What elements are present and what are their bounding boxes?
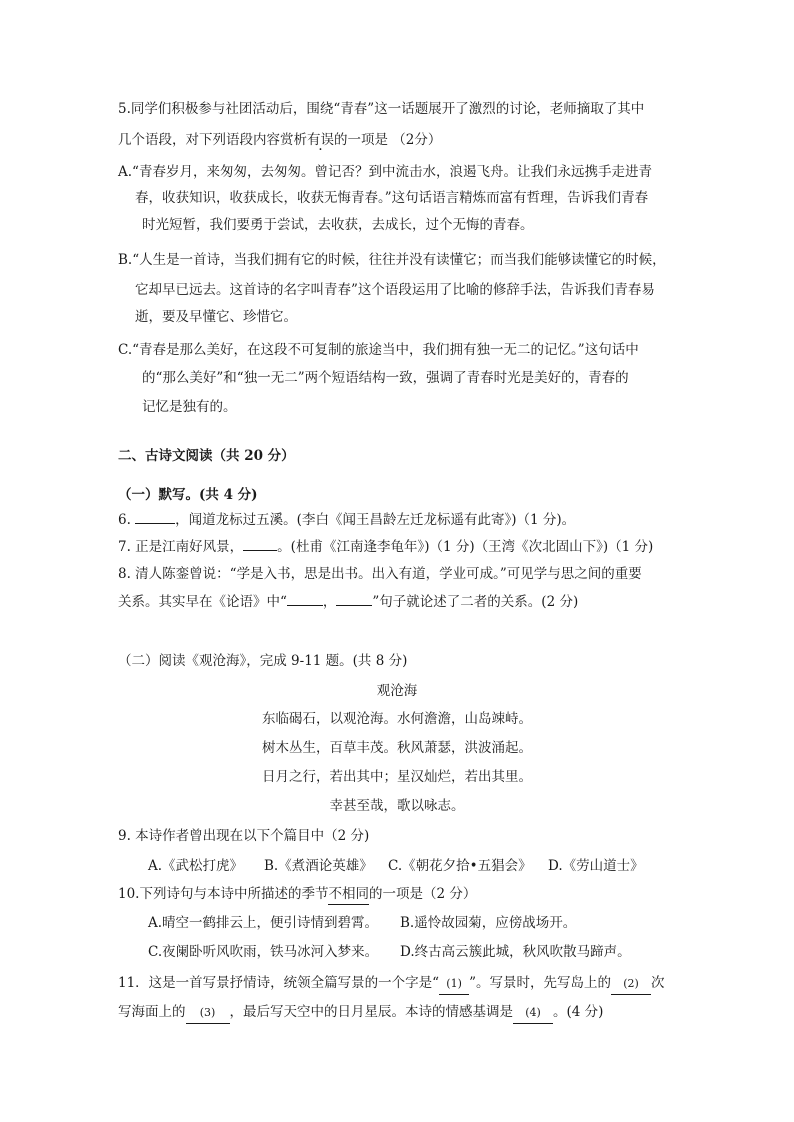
q11-blank-3[interactable]: (3)	[186, 1003, 230, 1024]
q8-blank-2[interactable]	[336, 605, 372, 606]
q10-option-a[interactable]: A.晴空一鹤排云上，便引诗情到碧霄。	[148, 915, 379, 931]
q8-line1: 8. 清人陈銮曾说：“学是入书，思是出书。出入有道，学业可成。”可见学与思之间的重要	[118, 566, 642, 582]
poem-line-3: 日月之行，若出其中；星汉灿烂，若出其里。	[262, 769, 532, 785]
q10-options-row2	[148, 942, 631, 962]
q6-text: ，闻道龙标过五溪。(李白《闻王昌龄左迁龙标遥有此寄》)（1 分)。	[175, 512, 576, 528]
q11-blank-4[interactable]: (4)	[513, 1003, 553, 1024]
q11-blank-2[interactable]: (2)	[611, 974, 651, 995]
q11-blank-1[interactable]: (1)	[439, 974, 469, 995]
q9-option-d[interactable]: D.《劳山道士》	[548, 858, 644, 874]
q10-option-c[interactable]: C.夜阑卧听风吹雨，铁马冰河入梦来。	[148, 944, 379, 960]
q5-option-a-line3: 时光短暂，我们要勇于尝试，去收获，去成长，过个无悔的青春。	[142, 217, 534, 233]
q11-text-2a: 写海面上的	[118, 1004, 186, 1020]
q5-stem-line1	[118, 99, 644, 119]
q11-line1	[118, 973, 665, 995]
q5-option-c-line1: C.“青春是那么美好，在这段不可复制的旅途当中，我们拥有独一无二的记忆。”这句话中	[118, 342, 639, 358]
q10-stem-c: 的一项是（2 分）	[368, 886, 477, 902]
q11-text-2c: 。(4 分)	[553, 1004, 604, 1020]
poem-title: 观沧海	[376, 683, 418, 699]
q6-blank[interactable]	[135, 523, 175, 524]
q11-line2	[118, 1002, 603, 1024]
q6	[118, 510, 575, 530]
q8-text-a: 关系。其实早在《论语》中“	[118, 594, 287, 610]
q5-stem-2c: 的一项是 （2分）	[334, 132, 442, 148]
q9-option-a[interactable]: A.《武松打虎》	[148, 858, 244, 874]
q5-option-c-line3: 记忆是独有的。	[142, 399, 237, 415]
q11-text-1a: 11．这是一首写景抒情诗，统领全篇写景的一个字是“	[118, 975, 440, 991]
q5-stem-1c: ”这一话题展开了激烈的讨论，老师摘取了其中	[367, 101, 645, 117]
q5-option-a-line2: 春，收获知识，收获成长，收获无悔青春。”这句话语言精炼而富有哲理，告诉我们青春	[135, 190, 649, 206]
q8-comma: ，	[322, 594, 337, 610]
q11-text-2b: ，最后写天空中的日月星辰。本诗的情感基调是	[229, 1004, 513, 1020]
q5-stem-1a: 5.同学们积极参与社团活动后，围绕“	[118, 101, 341, 117]
part2-title: （二）阅读《观沧海》，完成 9-11 题。(共 8 分)	[118, 653, 408, 669]
q9-stem: 9. 本诗作者曾出现在以下个篇目中（2 分)	[118, 828, 370, 844]
part1-title-text: （一）默写。(共 4 分)	[118, 487, 258, 503]
q7-blank[interactable]	[243, 550, 277, 551]
poem-line-2: 树木丛生，百草丰茂。秋风萧瑟，洪波涌起。	[262, 740, 532, 756]
q8-text-c: ”句子就论述了二者的关系。(2 分)	[372, 594, 579, 610]
poem-line-4: 幸甚至哉，歌以咏志。	[329, 798, 465, 814]
q11-text-1b: ”。写景时，先写岛上的	[469, 975, 611, 991]
q9-option-b[interactable]: B.《煮酒论英雄》	[264, 858, 373, 874]
q9-option-c[interactable]: C.《朝花夕拾•五猖会》	[388, 858, 532, 874]
q5-option-c-line2: 的“那么美好”和“独一无二”两个短语结构一致，强调了青春时光是美好的，青春的	[142, 370, 629, 386]
q5-option-b-line2: 它却早已远去。这首诗的名字叫青春”这个语段运用了比喻的修辞手法，告诉我们青春易	[135, 282, 655, 298]
q10-option-d[interactable]: D.终古高云簇此城，秋风吹散马蹄声。	[400, 944, 631, 960]
poem-line-1: 东临碣石，以观沧海。水何澹澹，山岛竦峙。	[262, 711, 532, 727]
q8-blank-1[interactable]	[287, 605, 323, 606]
q9-options	[148, 856, 644, 876]
q7-text-b: 。(杜甫《江南逢李龟年》)（1 分)（王湾《次北固山下》)（1 分)	[277, 539, 654, 555]
q7	[118, 537, 653, 557]
part1-title	[118, 485, 258, 505]
q5-option-b-line1: B.“人生是一首诗，当我们拥有它的时候，往往并没有读懂它；而当我们能够读懂它的时候，	[118, 252, 666, 268]
q5-option-b-line3: 逝，要及早懂它、珍惜它。	[135, 309, 297, 325]
q5-stem-2a: 几个语段，对下列语段内容赏析	[118, 132, 307, 148]
q10-options-row1	[148, 913, 576, 933]
q5-stem-line2	[118, 130, 441, 150]
q10-stem-emphasis: 不相同	[328, 884, 369, 905]
q5-stem-emphasis: 有误	[307, 132, 334, 148]
q5-option-a-line1: A.“青春岁月，来匆匆，去匆匆。曾记否？到中流击水，浪遏飞舟。让我们永远携手走进青	[118, 164, 652, 180]
q7-text-a: 7. 正是江南好风景，	[118, 539, 244, 555]
q5-stem-1b: 青春	[340, 101, 368, 117]
q6-number: 6.	[118, 512, 136, 528]
q8-line2	[118, 592, 578, 612]
q11-text-1c: 次	[651, 975, 665, 991]
section2-title: 二、古诗文阅读（共 20 分）	[118, 448, 295, 464]
q10-stem	[118, 884, 476, 905]
q10-option-b[interactable]: B.遥怜故园菊，应傍战场开。	[400, 915, 577, 931]
q10-stem-a: 10.下列诗句与本诗中所描述的季节	[118, 886, 329, 902]
